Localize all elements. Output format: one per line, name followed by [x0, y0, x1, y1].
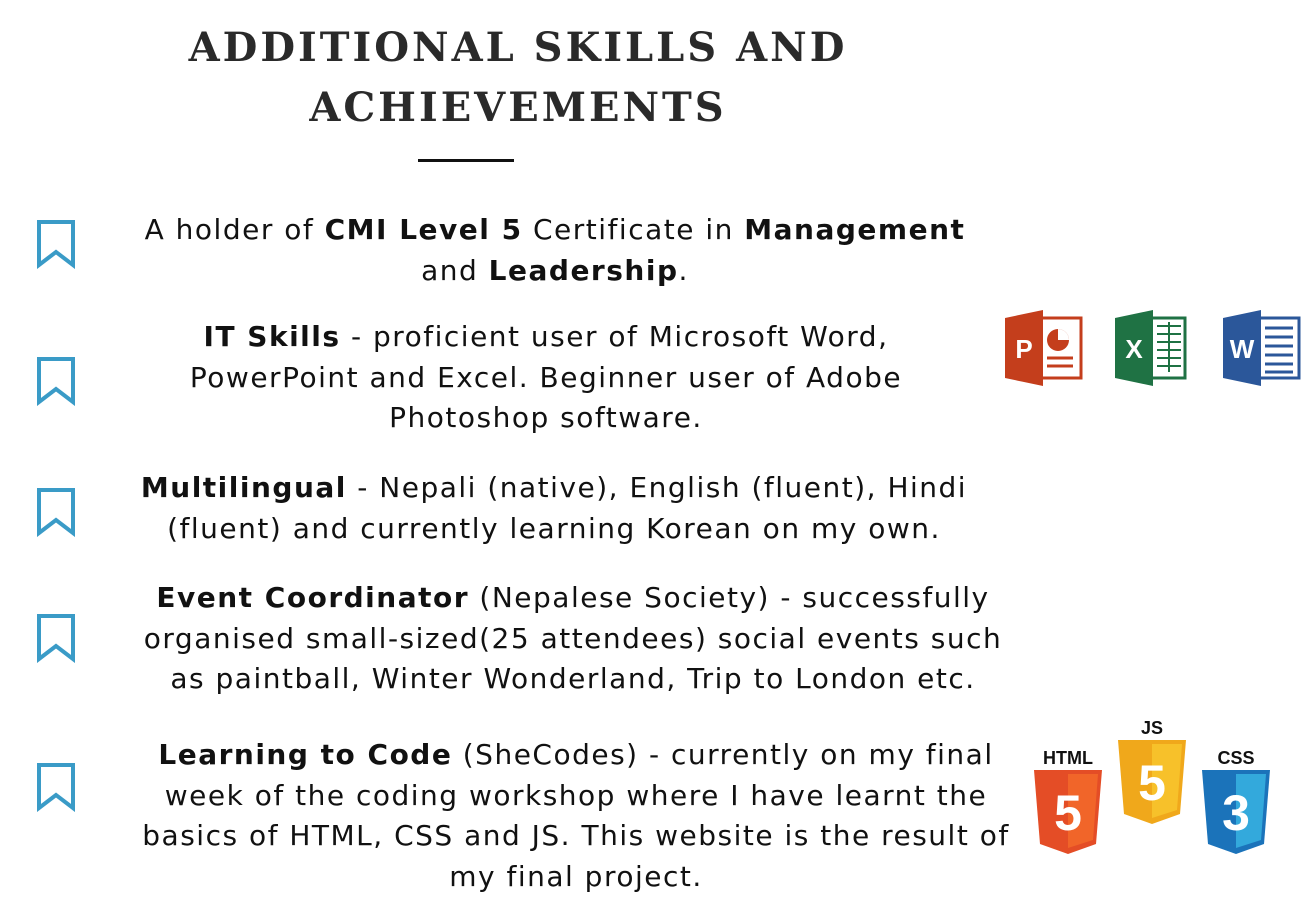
powerpoint-icon	[1005, 310, 1081, 386]
item-text: - Nepali (native), English (fluent), Hindi (fluent) and currently learning Korean on my own.	[167, 471, 968, 545]
word-letter: W	[1229, 334, 1255, 364]
item-bold-text: Event Coordinator	[156, 581, 470, 614]
html-digit: 5	[1054, 785, 1082, 841]
item-text: (SheCodes) - currently on my final week of the coding workshop where I have learnt the basics of HTML, CSS and JS. This website is the result of my final project.	[142, 738, 1010, 893]
bookmark-icon	[36, 356, 76, 406]
html5-icon	[1034, 748, 1102, 854]
office-logos	[1003, 308, 1303, 388]
css3-icon	[1202, 748, 1270, 854]
item-text: A holder of	[144, 213, 325, 246]
skill-item-cmi	[142, 210, 968, 291]
item-text: - proficient user of Microsoft Word, PowerPoint and Excel. Beginner user of Adobe Photoshop software.	[189, 320, 903, 434]
item-bold-text: Multilingual	[140, 471, 347, 504]
skill-item-it	[168, 317, 924, 439]
item-text: and	[421, 253, 489, 287]
item-bold-text: IT Skills	[203, 320, 341, 353]
item-text: Certificate in	[522, 213, 745, 246]
excel-letter: X	[1125, 334, 1143, 364]
section-title-line1: ADDITIONAL SKILLS AND	[188, 24, 848, 71]
js-digit: 5	[1138, 755, 1166, 811]
section-title	[118, 18, 918, 138]
item-text: (Nepalese Society) - successfully organised small-sized(25 attendees) social events such as paintball, Winter Wonderland, Trip to London etc.	[143, 581, 1003, 695]
item-bold-text: Management	[744, 213, 966, 246]
js-label: JS	[1140, 718, 1164, 738]
bookmark-icon	[36, 762, 76, 812]
bookmark-icon	[36, 219, 76, 269]
skill-item-event	[124, 578, 1022, 700]
item-text: .	[678, 253, 689, 287]
bookmark-icon	[36, 613, 76, 663]
item-bold-text: Learning to Code	[158, 738, 453, 771]
bookmark-icon	[36, 487, 76, 537]
section-title-line2: ACHIEVEMENTS	[309, 84, 727, 131]
css-label: CSS	[1217, 748, 1255, 768]
js-icon	[1118, 718, 1186, 824]
excel-icon	[1115, 310, 1185, 386]
powerpoint-letter: P	[1015, 334, 1033, 364]
title-divider	[418, 159, 514, 162]
item-bold-text: CMI Level 5	[324, 213, 523, 246]
html-label: HTML	[1043, 748, 1093, 768]
skill-item-coding	[142, 735, 1010, 897]
web-logos	[1030, 716, 1275, 856]
item-bold-text: Leadership	[488, 253, 679, 287]
css-digit: 3	[1222, 785, 1250, 841]
word-icon	[1223, 310, 1299, 386]
skill-item-multilingual	[126, 468, 982, 549]
